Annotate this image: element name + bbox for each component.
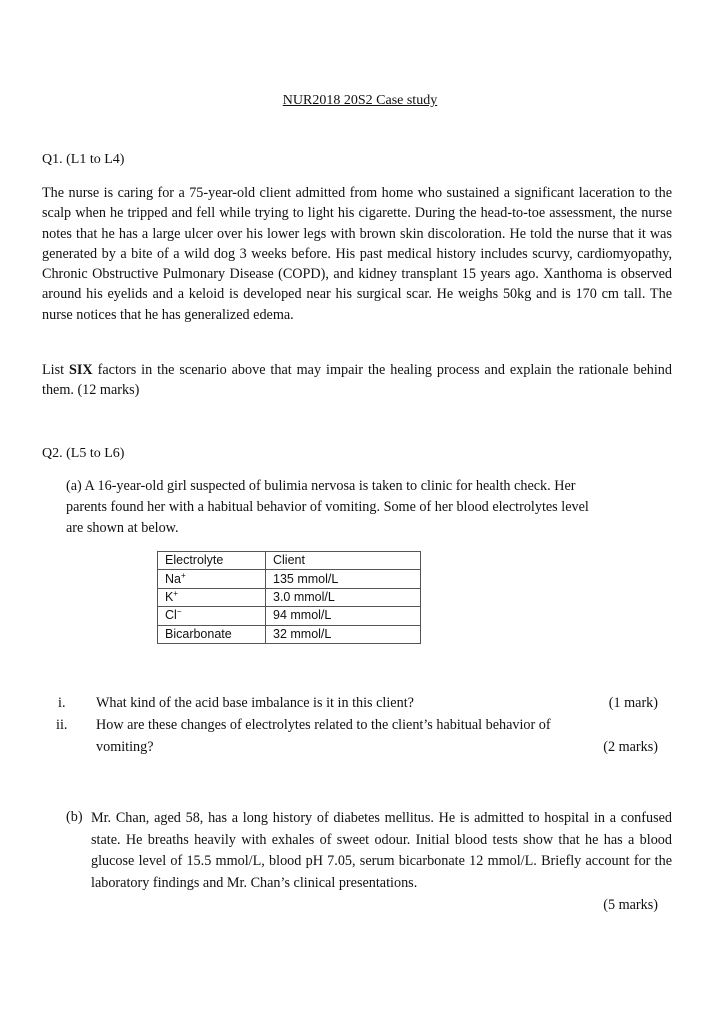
question-text-continued: vomiting?: [96, 739, 154, 755]
question-number: i.: [58, 695, 66, 711]
electrolyte-charge: +: [180, 570, 186, 580]
table-row: [158, 570, 421, 588]
table-row: [158, 588, 421, 606]
table-row: [158, 607, 421, 625]
q2b-text: Mr. Chan, aged 58, has a long history of diabetes mellitus. He is admitted to hospital in a confused state. He breaths heavily with exhales of sweet odour. Initial blood tests show that he has a blood glucose level of 15.5 mmol/L, blood pH 7.05, serum bicarbonate 12 mmol/L. Briefly account for the laboratory findings and Mr. Chan’s clinical presentations.: [91, 810, 672, 891]
electrolyte-name: Bicarbonate: [165, 626, 232, 641]
electrolyte-charge: +: [173, 588, 179, 598]
q1-task-bold: SIX: [69, 362, 93, 378]
table-header-cell: Client: [266, 552, 421, 570]
electrolyte-value: 94 mmol/L: [266, 607, 421, 625]
question-marks: (1 mark): [608, 695, 658, 711]
question-marks: (2 marks): [603, 739, 658, 755]
q2a-line: are shown at below.: [66, 520, 179, 536]
electrolyte-value: 3.0 mmol/L: [266, 588, 421, 606]
q1-task: [42, 360, 672, 401]
q1-task-after: factors in the scenario above that may impair the healing process and explain the rationale behind them. (12 marks): [42, 362, 672, 399]
electrolyte-name-cell: [158, 588, 266, 606]
q2a-line: parents found her with a habitual behavior of vomiting. Some of her blood electrolytes level: [66, 499, 589, 515]
electrolyte-charge: −: [176, 607, 182, 617]
q2b-marks: (5 marks): [603, 897, 658, 913]
q2-heading: Q2. (L5 to L6): [42, 446, 125, 461]
table-row: [158, 625, 421, 643]
electrolyte-name: K: [165, 589, 174, 604]
electrolyte-name-cell: [158, 625, 266, 643]
electrolyte-value: 135 mmol/L: [266, 570, 421, 588]
question-number: ii.: [56, 717, 68, 733]
question-text: How are these changes of electrolytes related to the client’s habitual behavior of: [96, 717, 551, 733]
electrolyte-name-cell: [158, 570, 266, 588]
q1-heading: Q1. (L1 to L4): [42, 152, 125, 167]
electrolyte-value: 32 mmol/L: [266, 625, 421, 643]
table-header-cell: Electrolyte: [158, 552, 266, 570]
q1-scenario: The nurse is caring for a 75-year-old client admitted from home who sustained a significant laceration to the scalp when he tripped and fell while trying to light his cigarette. During the head-to-toe assessment, the nurse notes that he has a large ulcer over his lower legs with brown skin discoloration. He told the nurse that it was generated by a bite of a wild dog 3 weeks before. His past medical history includes scurvy, cardiomyopathy, Chronic Obstructive Pulmonary Disease (COPD), and kidney transplant 15 years ago. Xanthoma is observed around his eyelids and a keloid is developed near his surgical scar. He weighs 50kg and is 170 cm tall. The nurse notices that he has generalized edema.: [42, 185, 672, 323]
question-text: What kind of the acid base imbalance is it in this client?: [96, 695, 414, 711]
electrolyte-name: Na: [165, 571, 181, 586]
page-title: NUR2018 20S2 Case study: [282, 93, 438, 108]
table-header-row: [158, 552, 421, 570]
electrolyte-name: Cl: [165, 608, 177, 623]
q1-task-before: List: [42, 362, 70, 378]
electrolyte-table: [157, 551, 421, 644]
q2b-label: (b): [66, 809, 83, 825]
electrolyte-name-cell: [158, 607, 266, 625]
q2a-line: (a) A 16-year-old girl suspected of bulimia nervosa is taken to clinic for health check. Her: [66, 478, 576, 494]
